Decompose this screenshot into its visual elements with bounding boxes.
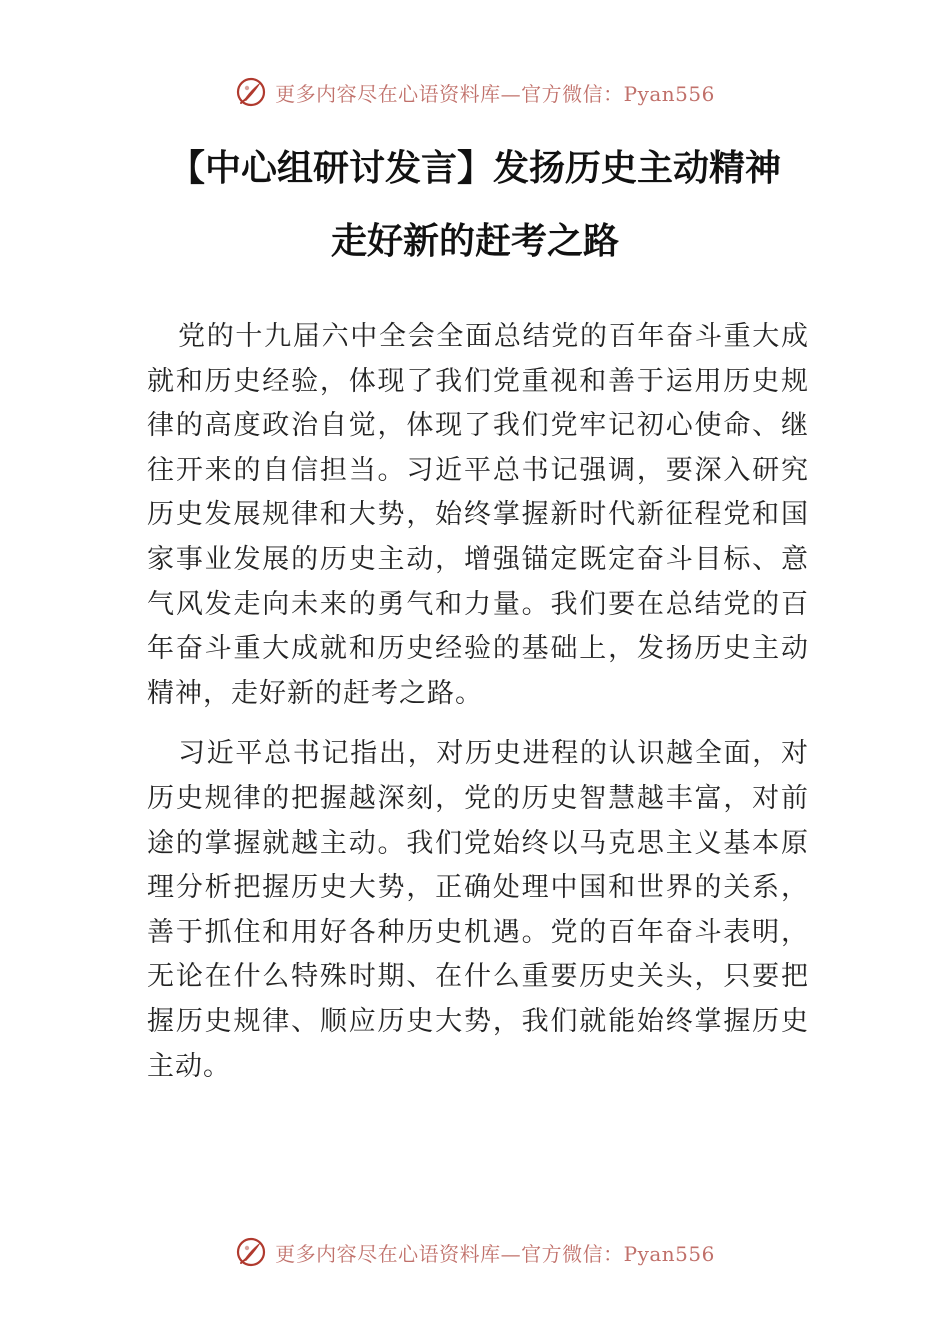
footer-watermark-banner (0, 1232, 950, 1272)
banner-text: 更多内容尽在心语资料库—官方微信：Pyan556 (275, 1241, 715, 1266)
quill-pen-logo-icon (235, 76, 267, 108)
document-body (147, 315, 809, 1105)
quill-pen-logo-icon (235, 1236, 267, 1268)
header-watermark-banner (0, 72, 950, 112)
banner-text: 更多内容尽在心语资料库—官方微信：Pyan556 (275, 81, 715, 106)
document-title-line-1: 【中心组研讨发言】发扬历史主动精神 (168, 148, 781, 189)
body-paragraph-1: 党的十九届六中全会全面总结党的百年奋斗重大成就和历史经验，体现了我们党重视和善于运用历史规律的高度政治自觉，体现了我们党牢记初心使命、继往开来的自信担当。习近平总书记强调，要深入研究历史发展规律和大势，始终掌握新时代新征程党和国家事业发展的历史主动，增强锚定既定奋斗目标、意气风发走向未来的勇气和力量。我们要在总结党的百年奋斗重大成就和历史经验的基础上，发扬历史主动精神，走好新的赶考之路。 (147, 321, 809, 709)
body-paragraph-2: 习近平总书记指出，对历史进程的认识越全面，对历史规律的把握越深刻，党的历史智慧越丰富，对前途的掌握就越主动。我们党始终以马克思主义基本原理分析把握历史大势，正确处理中国和世界的关系，善于抓住和用好各种历史机遇。党的百年奋斗表明，无论在什么特殊时期、在什么重要历史关头，只要把握历史规律、顺应历史大势，我们就能始终掌握历史主动。 (147, 738, 809, 1082)
document-title-line-2: 走好新的赶考之路 (330, 221, 619, 262)
